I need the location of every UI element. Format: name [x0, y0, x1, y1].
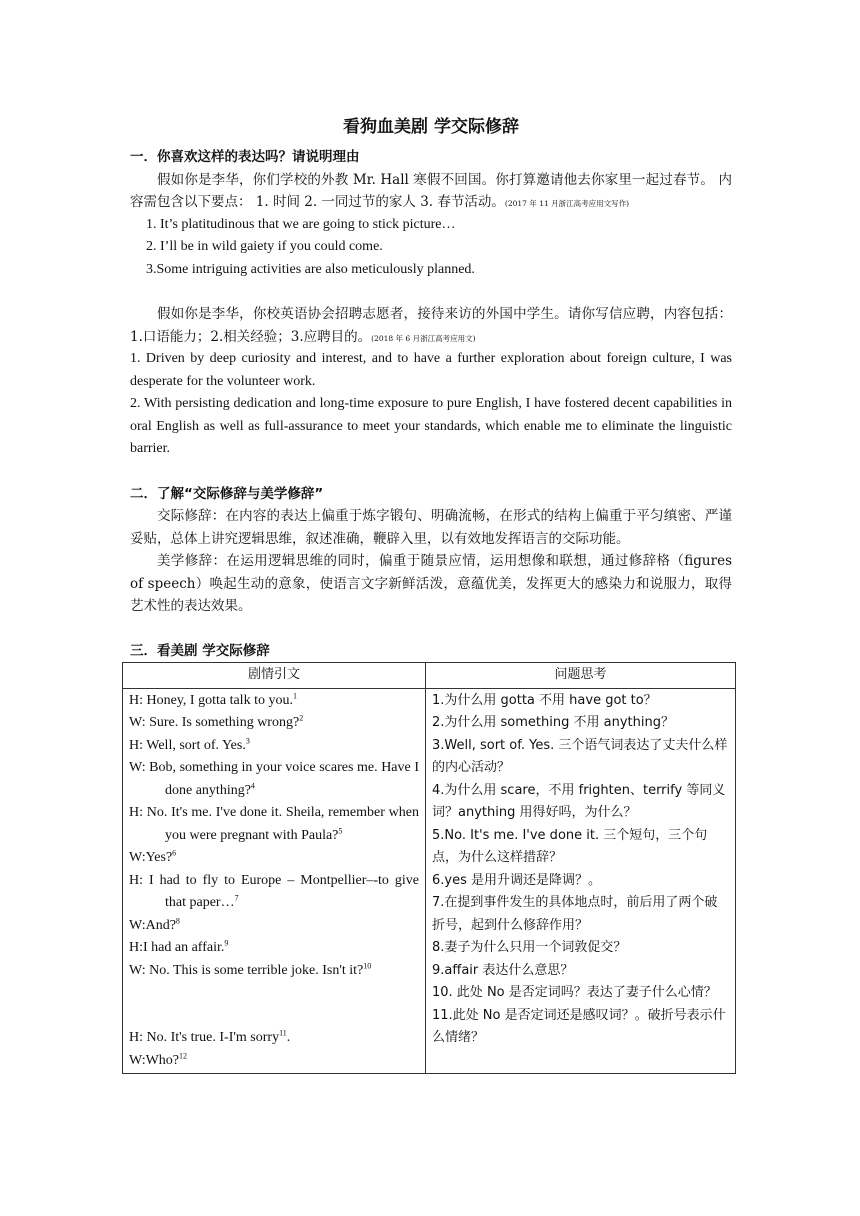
- footnote-number: 7: [234, 893, 239, 903]
- dialogue-text: W:And?: [129, 917, 176, 933]
- dialogue-line: [129, 1027, 419, 1050]
- dialogue-text: H:I had an affair.: [129, 940, 225, 955]
- question-item: 4.为什么用 scare，不用 frighten、terrify 等同义词？anything 用得好吗，为什么？: [432, 782, 726, 820]
- question-item: 11.此处 No 是否定词还是感叹词？。破折号表示什么情绪？: [432, 1007, 726, 1045]
- section1-prompt2: 假如你是李华，你校英语协会招聘志愿者，接待来访的外国中学生。请你写信应聘，内容包括：1.口语能力；2.相关经验；3.应聘目的。(2018 年 6 月浙江高考应用文): [130, 306, 732, 345]
- dialogue-text: H: I had to fly to Europe – Montpellier–-to give that paper…: [129, 872, 419, 910]
- dialogue-text: W: Sure. Is something wrong?: [129, 715, 300, 730]
- footnote-number: 5: [338, 825, 343, 835]
- dialogue-line: [129, 757, 419, 802]
- footnote-number: 9: [224, 938, 229, 948]
- dialogue-line: [129, 937, 419, 960]
- dialogue-line: [129, 847, 419, 870]
- footnote-number: 1: [292, 690, 297, 700]
- footnote-number: 6: [172, 848, 177, 858]
- prompt1-source: (2017 年 11 月浙江高考应用文写作): [504, 199, 630, 208]
- examples1-list: [130, 214, 732, 282]
- question-item: 3.Well, sort of. Yes. 三个语气词表达了丈夫什么样的内心活动？: [432, 737, 728, 775]
- question-item: 6.yes 是用升调还是降调？。: [432, 872, 602, 888]
- list-item: 2. I’ll be in wild gaiety if you could come.: [146, 239, 383, 254]
- dialogue-line: [129, 802, 419, 847]
- dialogue-cell: [123, 688, 426, 1074]
- questions-cell: [426, 688, 736, 1074]
- footnote-number: 4: [250, 780, 255, 790]
- list-item: 3.Some intriguing activities are also meticulously planned.: [146, 261, 475, 277]
- dialogue-line: [129, 915, 419, 938]
- dialogue-text: H: No. It's true. I-I'm sorry: [129, 1030, 280, 1045]
- footnote-number: 10: [363, 960, 372, 970]
- dialogue-text: W: No. This is some terrible joke. Isn't it?: [129, 962, 364, 978]
- section2-heading: 二．了解“交际修辞与美学修辞”: [130, 485, 324, 502]
- dialogue-text: H: Honey, I gotta talk to you.: [129, 692, 293, 708]
- footnote-number: 3: [245, 735, 250, 745]
- col-header-questions: 问题思考: [426, 663, 736, 689]
- dialogue-line: [129, 712, 419, 735]
- footnote-number: 12: [179, 1050, 188, 1060]
- dialogue-table: [122, 662, 736, 1074]
- section3-heading: 三．看美剧 学交际修辞: [130, 642, 270, 659]
- page-title: 看狗血美剧 学交际修辞: [343, 117, 519, 137]
- question-item: 7.在提到事件发生的具体地点时，前后用了两个破折号，起到什么修辞作用？: [432, 895, 718, 933]
- section2-para1: 交际修辞：在内容的表达上偏重于炼字锻句、明确流畅，在形式的结构上偏重于平匀缜密、严谨妥贴，总体上讲究逻辑思维，叙述准确，鞭辟入里，以有效地发挥语言的交际功能。: [130, 508, 732, 547]
- table-row: [123, 688, 736, 1074]
- question-item: 10. 此处 No 是否定词吗？表达了妻子什么心情？: [432, 985, 717, 1000]
- dialogue-line: [129, 1050, 419, 1073]
- footnote-number: 8: [175, 915, 180, 925]
- footnote-number: 2: [299, 713, 304, 723]
- dialogue-suffix: .: [286, 1030, 291, 1045]
- question-item: 2.为什么用 something 不用 anything？: [432, 715, 674, 730]
- dialogue-line: [129, 960, 419, 983]
- prompt2-source: (2018 年 6 月浙江高考应用文): [371, 333, 476, 343]
- dialogue-text: H: No. It's me. I've done it. Sheila, remember when you were pregnant with Paula?: [129, 805, 419, 843]
- example2-item: 1. Driven by deep curiosity and interest, and to have a further exploration about foreign culture, I was desperate for the volunteer work.: [130, 351, 732, 389]
- dialogue-line: [129, 870, 419, 915]
- dialogue-text: W:Who?: [129, 1052, 180, 1068]
- table-header-row: [123, 663, 736, 689]
- question-item: 9.affair 表达什么意思？: [432, 962, 574, 978]
- dialogue-line: [129, 690, 419, 713]
- section1-heading: 一．你喜欢这样的表达吗？请说明理由: [130, 149, 360, 165]
- question-item: 5.No. It's me. I've done it. 三个短句，三个句点，为什么这样措辞？: [432, 827, 708, 865]
- question-item: 1.为什么用 gotta 不用 have got to？: [432, 692, 657, 708]
- question-item: 8.妻子为什么只用一个词敦促交？: [432, 940, 627, 955]
- example2-item: 2. With persisting dedication and long-time exposure to pure English, I have fostered decent capabilities in oral English as well as full-assurance to meet your standards, which enable me to eliminate the linguistic barrier.: [130, 396, 732, 456]
- section1-prompt1: 假如你是李华，你们学校的外教 Mr. Hall 寒假不回国。你打算邀请他去你家里一起过春节。 内容需包含以下要点： 1. 时间 2. 一同过节的家人 3. 春节活动。(2017 年 11 月浙江高考应用文写作): [130, 171, 732, 210]
- dialogue-text: W: Bob, something in your voice scares me. Have I done anything?: [129, 760, 419, 798]
- dialogue-line: [129, 735, 419, 758]
- dialogue-text: W:Yes?: [129, 850, 173, 865]
- dialogue-text: H: Well, sort of. Yes.: [129, 737, 246, 753]
- document-page: [130, 112, 732, 1074]
- col-header-dialogue: 剧情引文: [123, 663, 426, 689]
- footnote-number: 11: [279, 1028, 287, 1038]
- list-item: 1. It’s platitudinous that we are going to stick picture…: [146, 216, 456, 232]
- section2-para2: 美学修辞：在运用逻辑思维的同时，偏重于随景应情，运用想像和联想，通过修辞格（figures of speech）唤起生动的意象，使语言文字新鲜活泼，意蕴优美，发挥更大的感染力和说服力，取得艺术性的表达效果。: [130, 553, 732, 614]
